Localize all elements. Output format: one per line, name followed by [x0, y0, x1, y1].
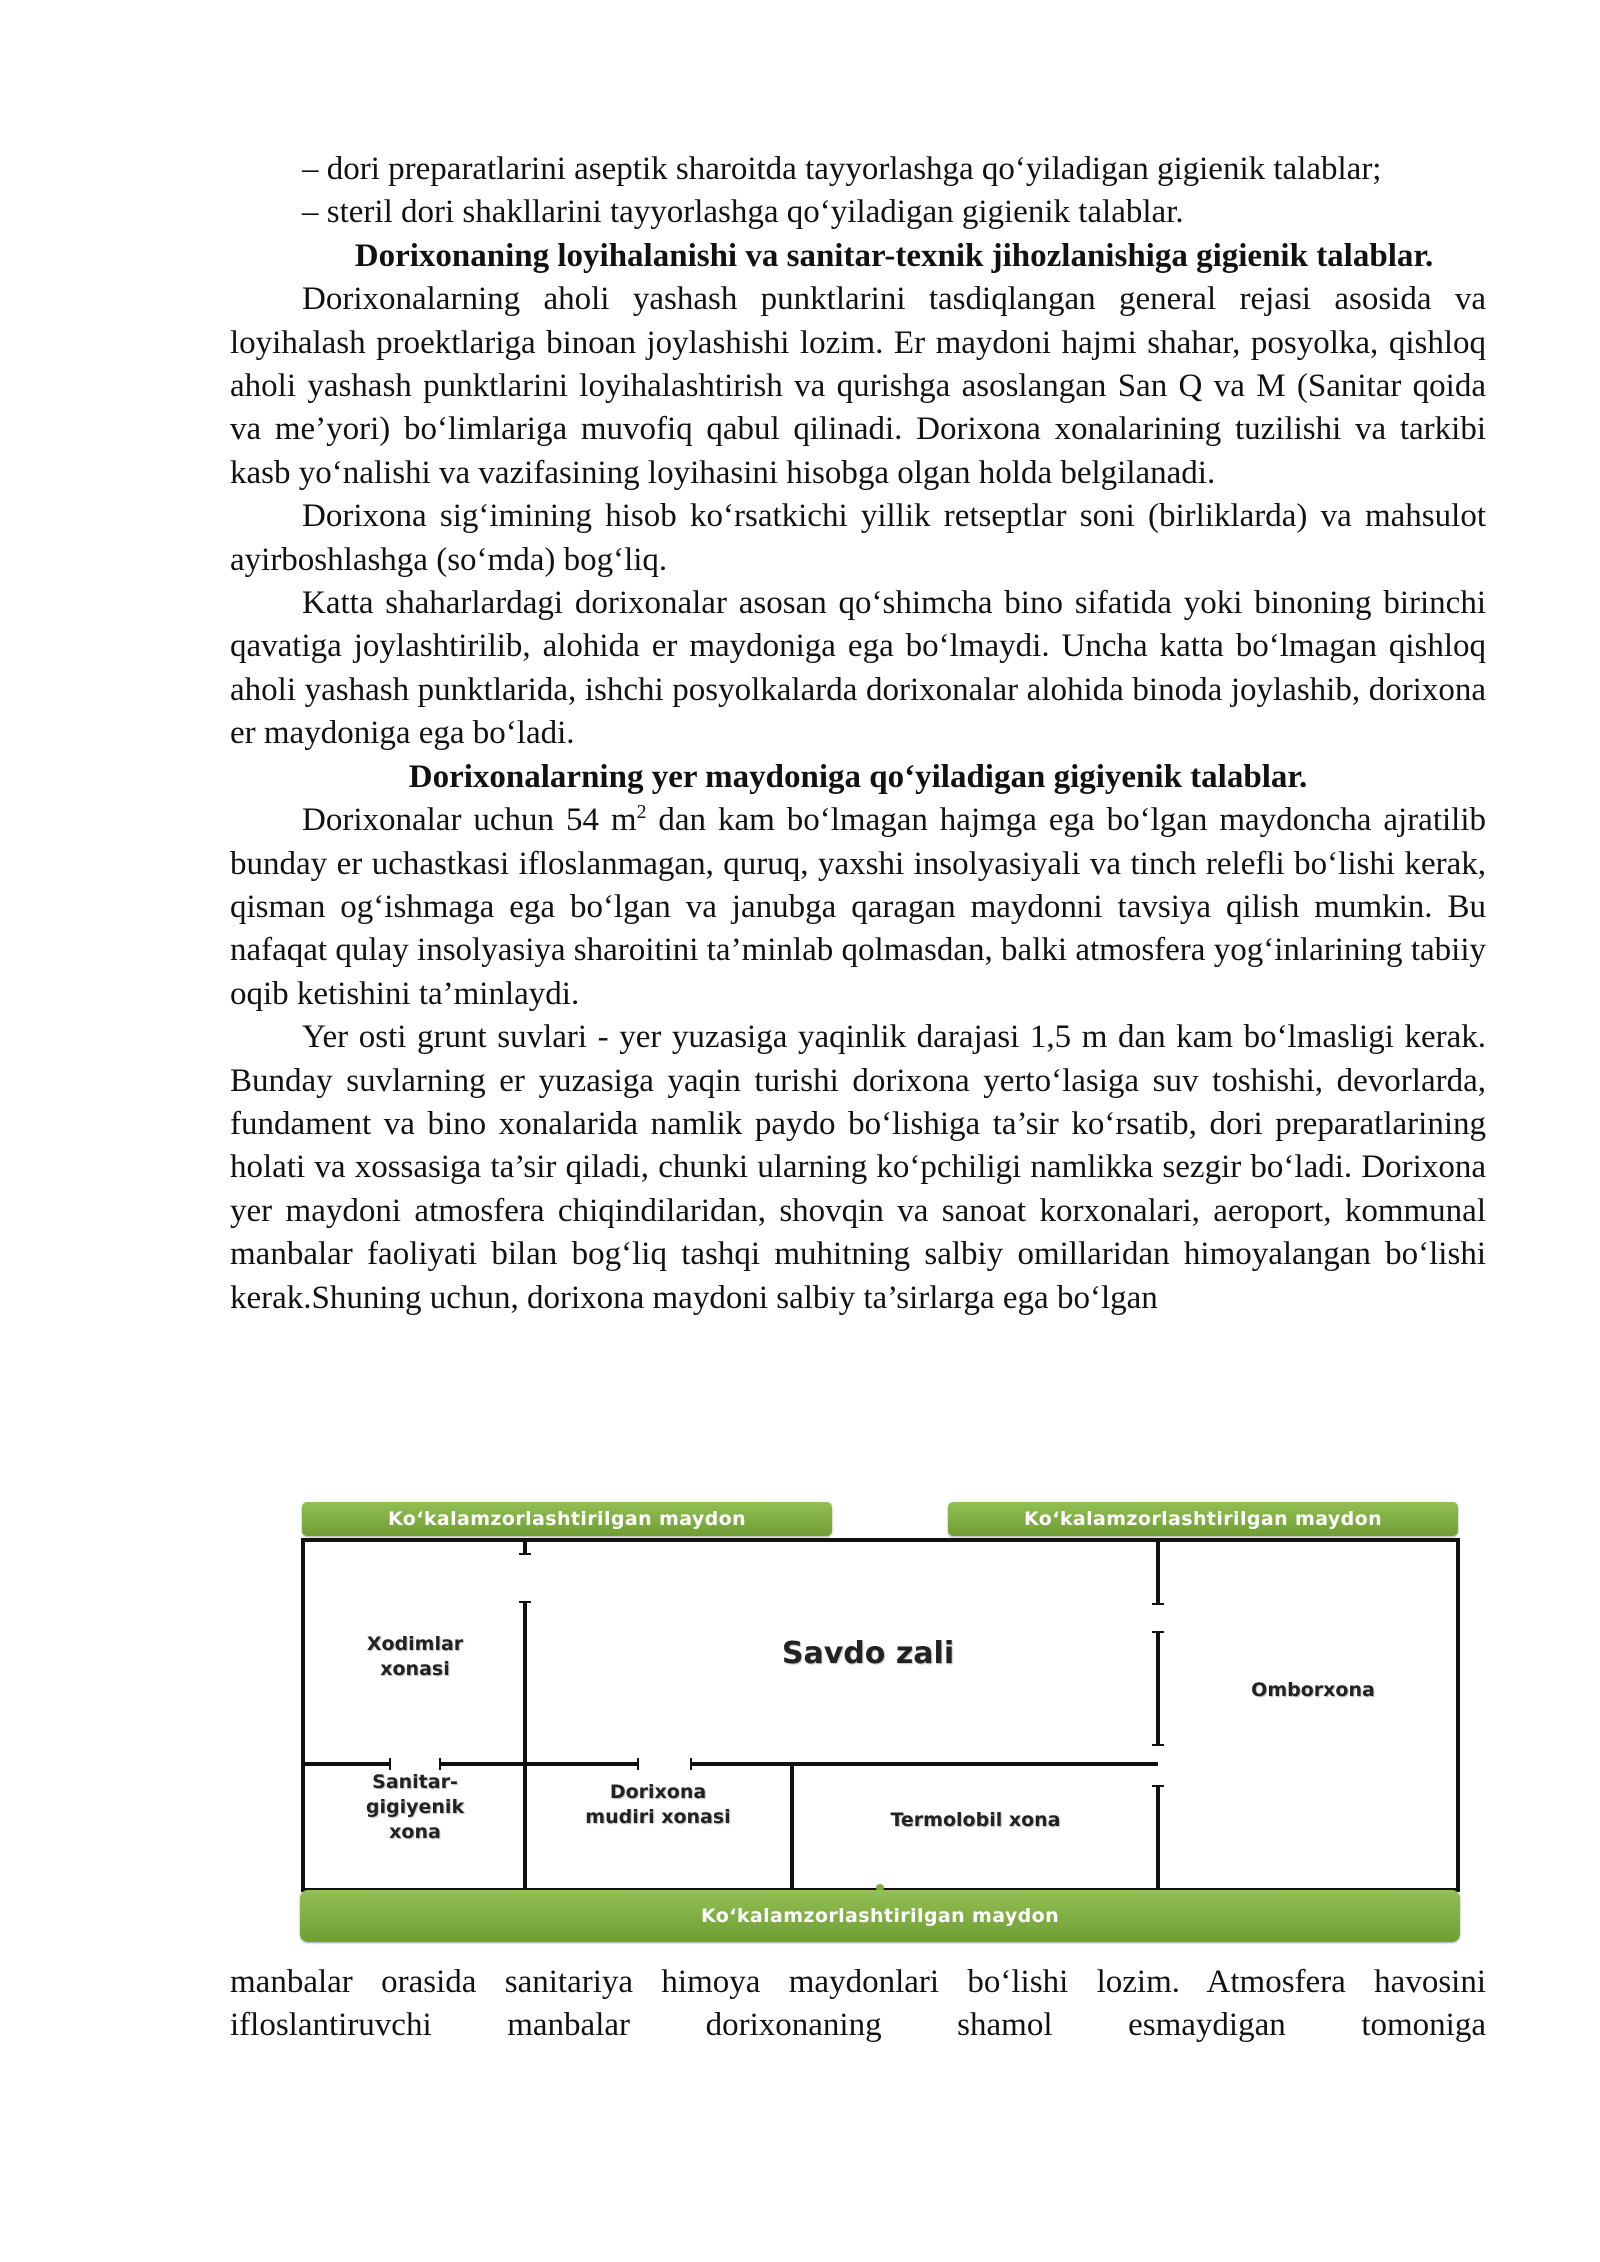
paragraph-1: Dorixonalarning aholi yashash punktlarini tasdiqlangan general rejasi asosida va loyihalash proektlariga binoan joylashishi lozim. Er maydoni hajmi shahar, posyolka, qishloq aholi yashash punktlarini loyihalashtirish va qurishga asoslangan San Q va M (Sanitar qoida va me’yori) bo‘limlariga muvofiq qabul qilinadi. Dorixona xonalarining tuzilishi va tarkibi kasb yo‘nalishi va vazifasining loyihasini hisobga olgan holda belgilanadi. — [230, 281, 1486, 491]
room-label-line: xonasi — [380, 1658, 450, 1680]
section-heading-1: Dorixonaning loyihalanishi va sanitar-texnik jihozlanishiga gigienik talablar. — [354, 237, 1434, 274]
paragraph-2: Dorixona sig‘imining hisob ko‘rsatkichi yillik retseptlar soni (birliklarda) va mahsulot ayirboshlashga (so‘mda) bog‘liq. — [230, 498, 1486, 578]
paragraph-5: Yer osti grunt suvlari - yer yuzasiga yaqinlik darajasi 1,5 m dan kam bo‘lmasligi kerak. Bunday suvlarning er yuzasiga yaqin turishi dorixona yerto‘lasiga suv toshishi, devorlarda, fundament va bino xonalarida namlik paydo bo‘lishiga ta’sir ko‘rsatib, dori preparatlarining holati va xossasiga ta’sir qiladi, chunki ularning ko‘pchiligi namlikka sezgir bo‘ladi. Dorixona yer maydoni atmosfera chiqindilaridan, shovqin va sanoat korxonalari, aeroport, kommunal manbalar faoliyati bilan bog‘liq tashqi muhitning salbiy omillaridan himoyalangan bo‘lishi kerak.Shuning uchun, dorixona maydoni salbiy ta’sirlarga ega bo‘lgan — [230, 1019, 1486, 1316]
floor-plan-walls — [298, 1502, 1463, 1954]
room-label-line: mudiri xonasi — [585, 1806, 731, 1828]
paragraph-3: Katta shaharlardagi dorixonalar asosan qo‘shimcha bino sifatida yoki binoning birinchi qavatiga joylashtirilib, alohida er maydoniga ega bo‘lmaydi. Uncha katta bo‘lmagan qishloq aholi yashash punktlarida, ishchi posyolkalarda dorixonalar alohida binoda joylashib, dorixona er maydoniga ega bo‘ladi. — [230, 585, 1486, 752]
green-zone-top-left: Ko‘kalamzorlashtirilgan maydon — [302, 1502, 832, 1536]
green-zone-top-right: Ko‘kalamzorlashtirilgan maydon — [948, 1502, 1458, 1536]
document-page-continued — [230, 1961, 1486, 2048]
room-label-line: xona — [389, 1821, 441, 1843]
superscript-2: 2 — [636, 801, 647, 824]
room-label-termolobil: Termolobil xona — [890, 1809, 1061, 1831]
section-heading-2: Dorixonalarning yer maydoniga qo‘yiladigan gigiyenik talablar. — [408, 758, 1308, 795]
list-item-1: – dori preparatlarini aseptik sharoitda tayyorlashga qo‘yiladigan gigienik talablar; — [302, 151, 1382, 187]
room-label-savdo-zali: Savdo zali — [781, 1636, 955, 1671]
room-label-omborxona: Omborxona — [1251, 1679, 1375, 1701]
list-item-2: – steril dori shakllarini tayyorlashga qo‘yiladigan gigienik talablar. — [302, 194, 1184, 231]
paragraph-4-start: Dorixonalar uchun 54 m — [302, 802, 637, 839]
paragraph-4 — [230, 799, 1486, 1016]
room-label-sanitar-gigiyenik — [320, 1770, 510, 1845]
paragraph-6: manbalar orasida sanitariya himoya maydonlari bo‘lishi lozim. Atmosfera havosini ifloslantiruvchi manbalar dorixonaning shamol esmaydigan tomoniga — [230, 1964, 1486, 2044]
room-label-line: Sanitar- — [372, 1771, 458, 1793]
room-label-line: Dorixona — [609, 1781, 707, 1803]
pharmacy-floor-plan — [298, 1502, 1463, 1954]
document-page — [230, 148, 1486, 1320]
room-label-mudir — [533, 1780, 783, 1830]
room-label-line: Xodimlar — [366, 1633, 464, 1655]
green-zone-bottom: Ko‘kalamzorlashtirilgan maydon — [300, 1890, 1460, 1942]
room-label-line: gigiyenik — [365, 1796, 465, 1818]
paragraph-4-rest: dan kam bo‘lmagan hajmga ega bo‘lgan maydoncha ajratilib bunday er uchastkasi ifloslanmagan, quruq, yaxshi insolyasiyali va tinch relefli bo‘lishi kerak, qisman og‘ishmaga ega bo‘lgan va janubga qaragan maydonni tavsiya qilish mumkin. Bu nafaqat qulay insolyasiya sharoitini ta’minlab qolmasdan, balki atmosfera yog‘inlarining tabiiy oqib ketishini ta’minlaydi. — [230, 802, 1487, 1012]
room-label-xodimlar — [320, 1632, 510, 1682]
